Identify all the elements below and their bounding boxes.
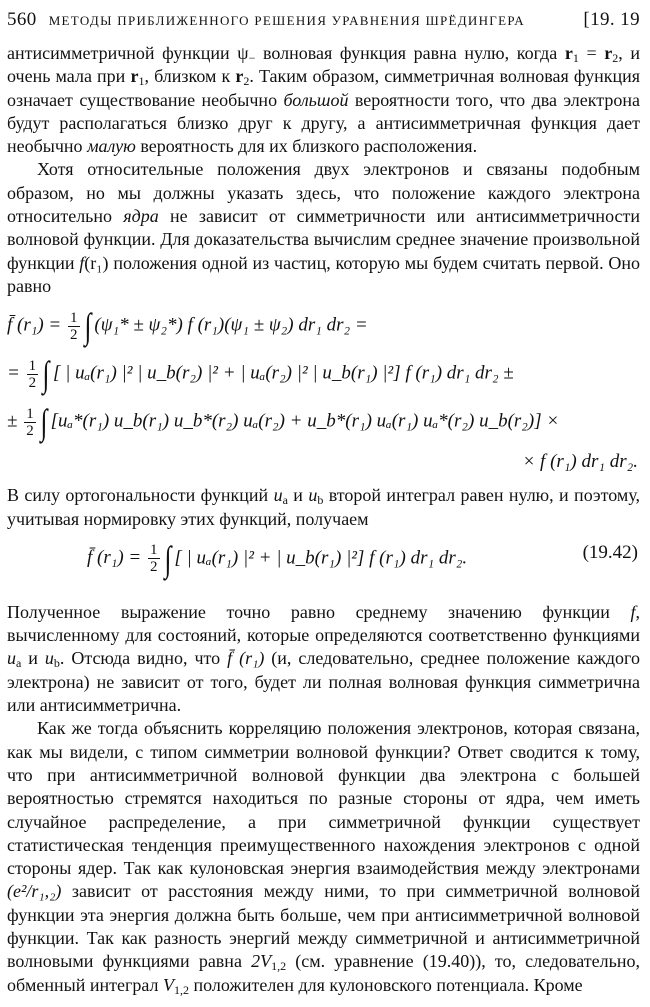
integral-sign: ∫ <box>83 306 91 347</box>
emphasis-big: большой <box>283 89 349 110</box>
paragraph-4: Полученное выражение точно равно среднему значению функции f, вычисленному для состояний, которые определяются соответственно функциями $u_a$ и $u_b$. Отсюда видно, что f̄ (r₁) (и, следовательно, среднее положение каждого электрона) не зависит от того, будет ли полная волновая функция симметрична или антисимметрична. <box>7 601 640 716</box>
integral-sign: ∫ <box>163 538 171 579</box>
emphasis-nucleus: ядра <box>123 206 159 227</box>
integral-sign: ∫ <box>40 402 48 443</box>
running-title: МЕТОДЫ ПРИБЛИЖЕННОГО РЕШЕНИЯ УРАВНЕНИЯ ШРЁДИНГЕРА <box>48 13 525 28</box>
equation-19-42: f̄ (r₁) = $\frac{1}{2}$ ∫ [ | uₐ(r₁) |² + | u_b(r₁) |²] f (r₁) dr₁ dr₂. (19.42) <box>87 538 638 579</box>
fraction-half: $\frac{1}{2}$ <box>70 309 78 343</box>
equation-2: = $\frac{1}{2}$ ∫ [ | uₐ(r₁) |² | u_b(r₂) |² + | uₐ(r₂) |² | u_b(r₁) |²] f (r₁) dr₁ dr₂ ± <box>7 354 514 395</box>
fraction-half: $\frac{1}{2}$ <box>28 357 37 391</box>
equation-1: f̄ (r₁) = $\frac{1}{2}$ ∫ (ψ₁* ± ψ₂*) f (r₁)(ψ₁ ± ψ₂) dr₁ dr₂ = <box>7 306 368 347</box>
section-number: [19. 19 <box>583 9 640 30</box>
paragraph-3: В силу ортогональности функций $u_a$ и $u_b$ второй интеграл равен нулю, и поэтому, учитывая нормировку этих функций, получаем <box>7 485 641 529</box>
equation-3: ± $\frac{1}{2}$ ∫ [uₐ*(r₁) u_b(r₁) u_b*(r₂) uₐ(r₂) + u_b*(r₁) uₐ(r₁) uₐ*(r₂) u_b(r₂)] × <box>7 402 560 443</box>
page-number: 560 <box>7 9 37 30</box>
integral-sign: ∫ <box>42 354 50 395</box>
running-header <box>7 8 640 42</box>
fraction-half: $\frac{1}{2}$ <box>26 405 34 439</box>
fraction-half: $\frac{1}{2}$ <box>150 542 158 576</box>
equation-number: (19.42) <box>582 541 638 563</box>
paragraph-2: Хотя относительные положения двух электронов и связаны подобным образом, но мы должны указать здесь, что положение каждого электрона относительно ядра не зависит от симметричности или антисимметричности волновой функции. Для доказательства вычислим среднее значение произвольной функции f(r₁) положения одной из частиц, которую мы будем считать первой. Оно равно <box>7 159 641 296</box>
paragraph-5: Как же тогда объяснить корреляцию положения электронов, которая связана, как мы видели, с типом симметрии волновой функции? Ответ сводится к тому, что при антисимметричной волновой функции два электрона с большей вероятностью стремятся находиться по разные стороны от ядра, чем иметь случайное распределение, а при симметричной функции существует статистическая тенденция преимущественного нахождения электронов с одной стороны ядер. Так как кулоновская энергия взаимодействия между электронами (e²/r₁,₂) зависит от расстояния между ними, то при симметричной волновой функции эта энергия должна быть больше, чем при антисимметричной волновой функции. Так как разность энергий между симметричной и антисимметричной волновыми функциями равна $2V_{1,2}$ (см. уравнение (19.40)), то, следовательно, обменный интеграл $V_{1,2}$ положителен для кулоновского потенциала. Кроме <box>7 718 640 997</box>
emphasis-small: малую <box>87 136 136 157</box>
paragraph-1: антисимметричной функции $\psi_-$ волновая функция равна нулю, когда $r_1 = r_2$, и очень мала при $r_1$, близком к $r_2$. Таким образом, симметричная волновая функция означает существование необычно большой вероятности того, что два электрона будут располагаться близко друг к другу, а антисимметричная функция дает необычно малую вероятность для их близкого расположения. <box>7 43 641 157</box>
equation-4: × f (r₁) dr₁ dr₂. <box>522 451 638 473</box>
